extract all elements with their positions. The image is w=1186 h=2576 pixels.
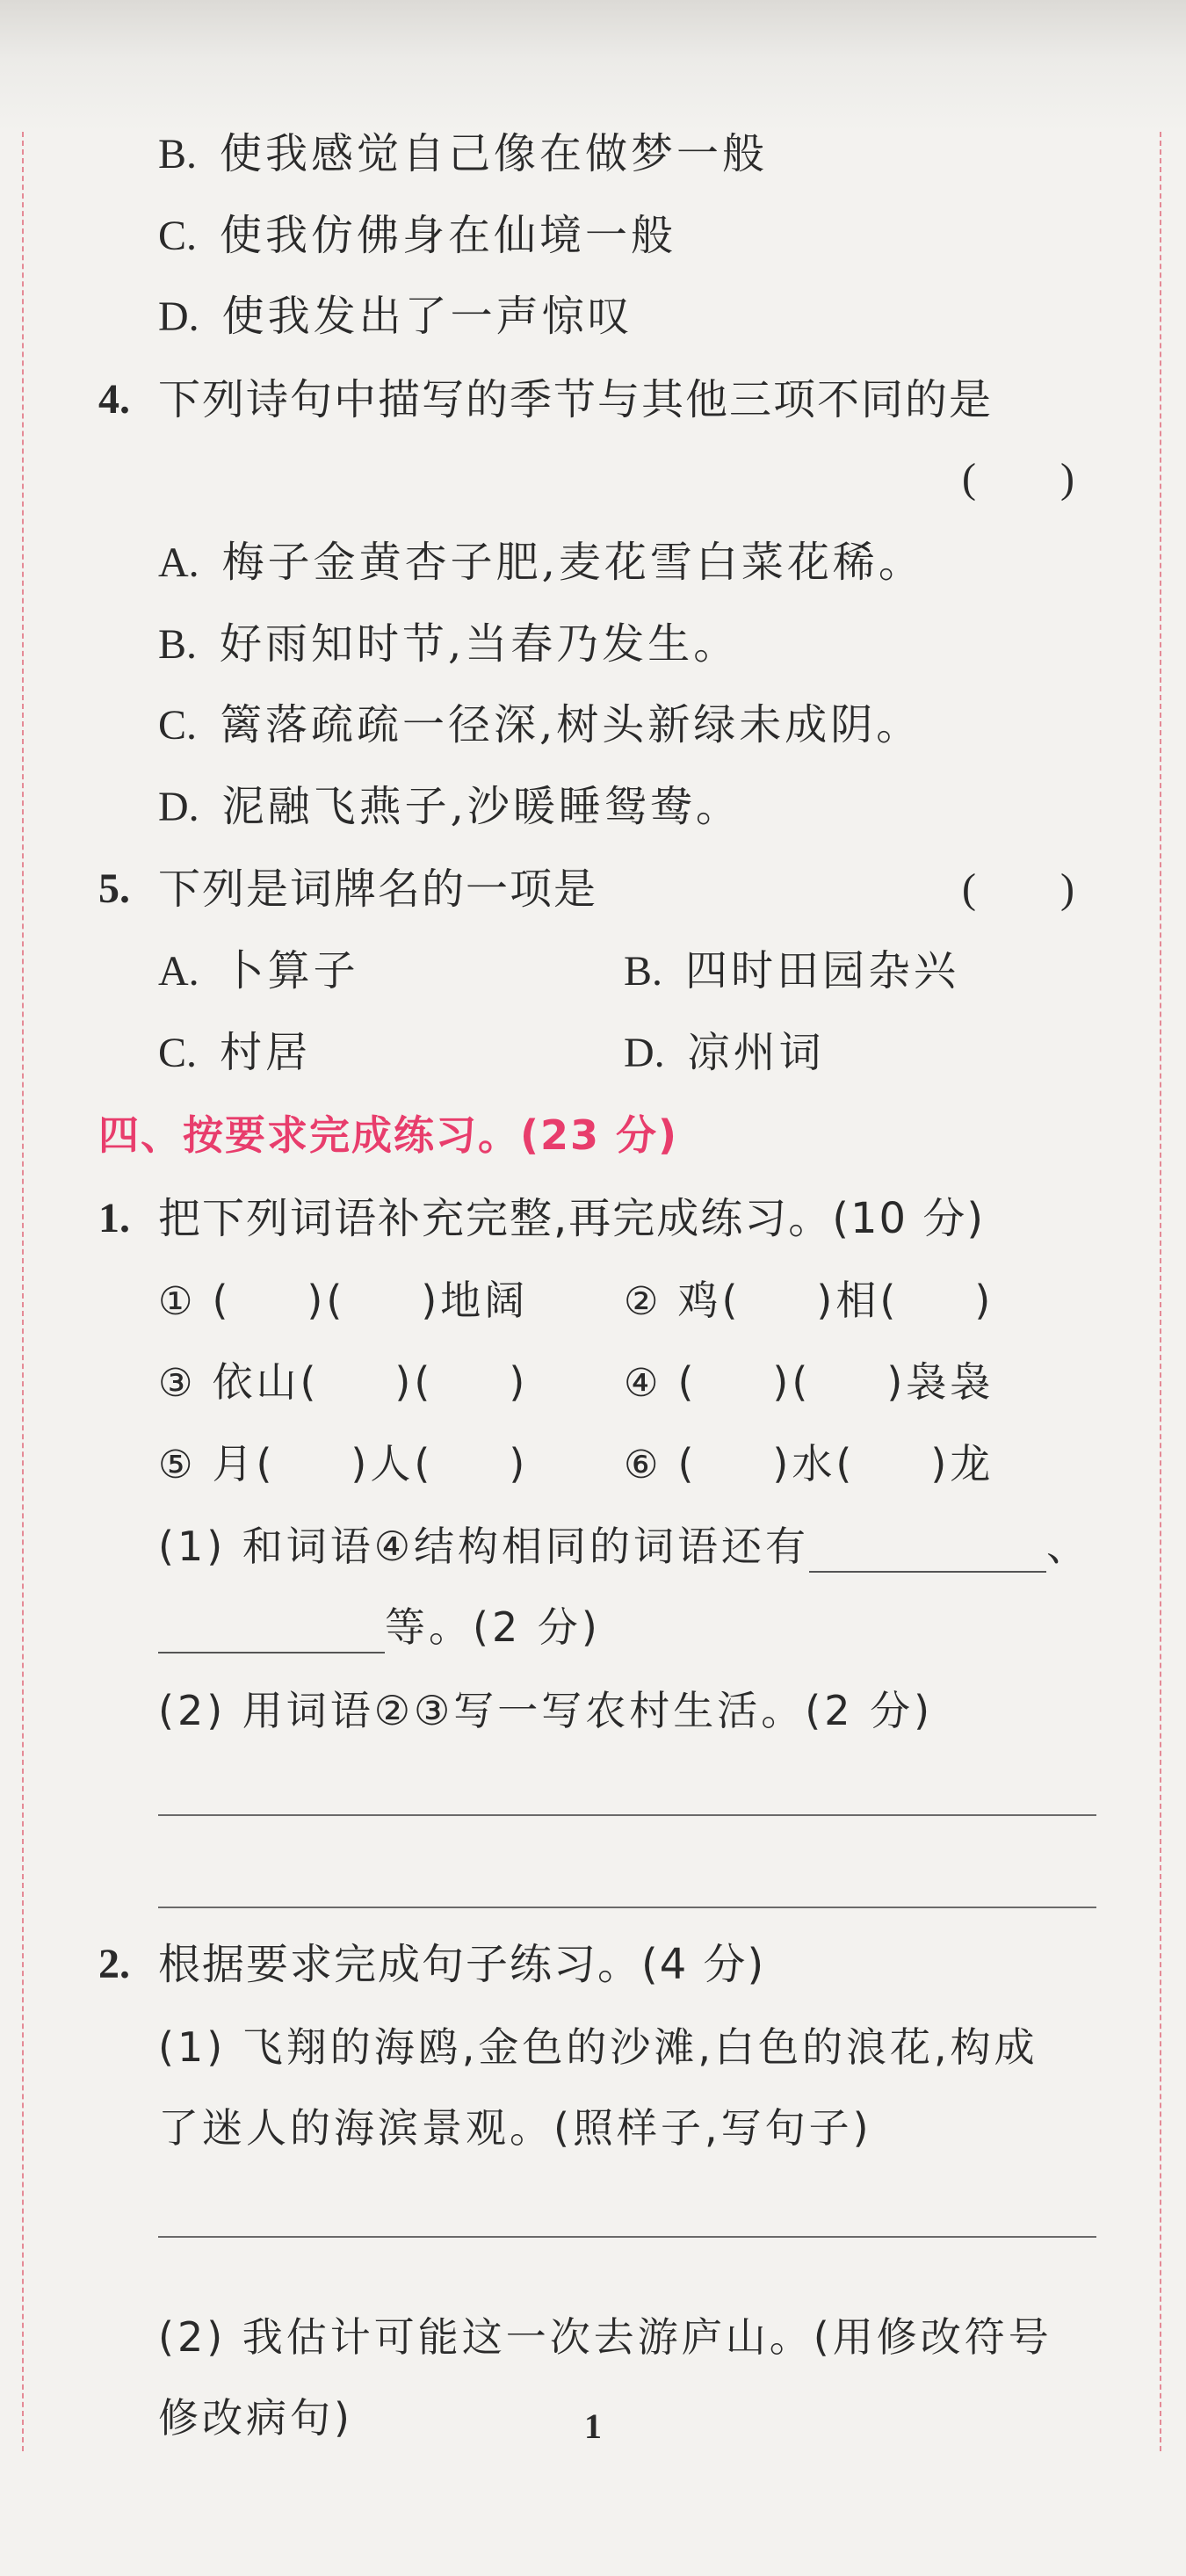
s4-q1-sub1-line1: (1) 和词语④结构相同的词语还有 、 bbox=[158, 1520, 1090, 1573]
q5-text: 下列是词牌名的一项是 bbox=[158, 865, 598, 914]
page-number: 1 bbox=[584, 2406, 602, 2446]
s4-q1-text: 把下列词语补充完整,再完成练习。(10 分) bbox=[158, 1194, 986, 1243]
s4-q2-sub2-line1: (2) 我估计可能这一次去游庐山。(用修改符号 bbox=[158, 2313, 1052, 2361]
q4-option-a: A. 梅子金黄杏子肥,麦花雪白菜花稀。 bbox=[158, 538, 924, 587]
q5-option-a: A. 卜算子 bbox=[158, 946, 359, 995]
q5-option-d: D. 凉州词 bbox=[624, 1028, 825, 1077]
word-fill-5[interactable]: ⑤ 月( )人( ) bbox=[158, 1440, 529, 1487]
answer-line[interactable] bbox=[158, 1907, 1096, 1908]
q4-text: 下列诗句中描写的季节与其他三项不同的是 bbox=[158, 375, 994, 424]
q4-answer-paren[interactable]: ( ) bbox=[962, 455, 1074, 502]
s4-q1-sub2: (2) 用词语②③写一写农村生活。(2 分) bbox=[158, 1687, 934, 1734]
s4-q2-sub1-line2: 了迷人的海滨景观。(照样子,写句子) bbox=[158, 2104, 872, 2152]
q4-option-d: D. 泥融飞燕子,沙暖睡鸳鸯。 bbox=[158, 782, 741, 831]
q4-option-c: C. 篱落疏疏一径深,树头新绿未成阴。 bbox=[158, 700, 922, 749]
q3-option-c: C. 使我仿佛身在仙境一般 bbox=[158, 211, 677, 260]
word-fill-1[interactable]: ① ( )( )地阔 bbox=[158, 1277, 529, 1324]
answer-line[interactable] bbox=[158, 1814, 1096, 1816]
q5-number: 5. bbox=[98, 865, 130, 912]
word-fill-2[interactable]: ② 鸡( )相( ) bbox=[624, 1277, 994, 1324]
s4-q1-number: 1. bbox=[98, 1195, 130, 1241]
q5-option-c: C. 村居 bbox=[158, 1028, 312, 1077]
q5-answer-paren[interactable]: ( ) bbox=[962, 865, 1074, 912]
s4-q2-text: 根据要求完成句子练习。(4 分) bbox=[158, 1940, 766, 1989]
answer-blank-1[interactable] bbox=[809, 1527, 1046, 1573]
section-4-heading: 四、按要求完成练习。(23 分) bbox=[98, 1111, 679, 1159]
q5-option-b: B. 四时田园杂兴 bbox=[624, 946, 960, 995]
left-margin-rule bbox=[22, 132, 24, 2451]
s4-q2-sub1-line1: (1) 飞翔的海鸥,金色的沙滩,白色的浪花,构成 bbox=[158, 2023, 1038, 2071]
q4-number: 4. bbox=[98, 376, 130, 423]
answer-line[interactable] bbox=[158, 2236, 1096, 2238]
s4-q2-sub2-line2: 修改病句) bbox=[158, 2394, 353, 2442]
answer-blank-2[interactable] bbox=[158, 1608, 385, 1653]
s4-q1-sub1-line2: 等。(2 分) bbox=[158, 1601, 601, 1653]
word-fill-3[interactable]: ③ 依山( )( ) bbox=[158, 1358, 529, 1406]
q4-option-b: B. 好雨知时节,当春乃发生。 bbox=[158, 619, 740, 669]
page-top-shadow bbox=[0, 0, 1186, 132]
right-margin-rule bbox=[1160, 132, 1161, 2451]
q3-option-b: B. 使我感觉自己像在做梦一般 bbox=[158, 129, 769, 178]
word-fill-6[interactable]: ⑥ ( )水( )龙 bbox=[624, 1440, 994, 1487]
s4-q2-number: 2. bbox=[98, 1941, 130, 1987]
q3-option-d: D. 使我发出了一声惊叹 bbox=[158, 292, 633, 341]
word-fill-4[interactable]: ④ ( )( )袅袅 bbox=[624, 1358, 994, 1406]
